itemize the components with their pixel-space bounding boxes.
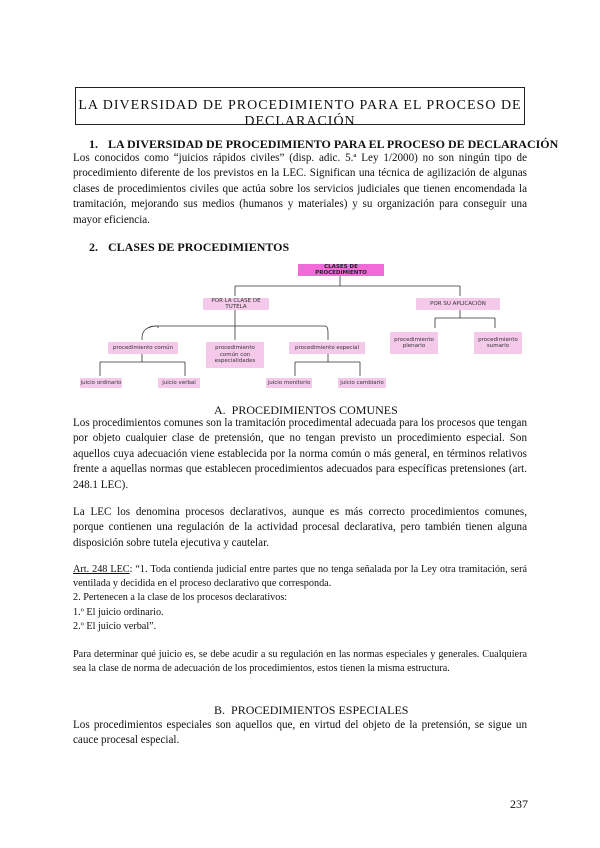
diagram-comun-especialidades: procedimiento común con especialidades xyxy=(206,342,264,368)
section-a-letter: A. xyxy=(214,403,226,417)
section-b-para-1: Los procedimientos especiales son aquellos que, en virtud del objeto de la pretensión, se sigue un cauce procesal especial. xyxy=(73,719,527,747)
diagram-especial: procedimiento especial xyxy=(289,342,365,354)
section-b-letter: B. xyxy=(214,703,226,717)
connector-clase-left xyxy=(150,326,235,328)
diagram-sumario: procedimiento sumario xyxy=(474,332,522,354)
diagram-por-clase: POR LA CLASE DE TUTELA xyxy=(203,298,269,310)
diagram-verbal: juicio verbal xyxy=(158,378,200,388)
page-title: LA DIVERSIDAD DE PROCEDIMIENTO PARA EL PROCESO DE DECLARACIÓN xyxy=(78,98,522,129)
diagram-connectors xyxy=(70,258,530,398)
section-a-para-3: Para determinar qué juicio es, se debe acudir a su regulación en las normas especiales y generales. Cualquiera sea la clase de norma de adecuación de los procedimientos, estos tienen la misma estructura. xyxy=(73,649,527,675)
section-2-title: CLASES DE PROCEDIMIENTOS xyxy=(108,240,290,254)
section-1-number: 1. xyxy=(89,137,98,151)
diagram-por-aplicacion: POR SU APLICACIÓN xyxy=(416,298,500,310)
section-1-body: Los conocidos como “juicios rápidos civiles” (disp. adic. 5.ª Ley 1/2000) no son ningún tipo de procedimiento diferente de los previstos en la LEC. Significan una técnica de agilización de algunas clases de procedimientos civiles que actúa sobre los servicios judiciales que tienen encomendada la tramitación, mejorando sus medios (humanos y materiales) y su organización para conseguir una mayor eficiencia. xyxy=(73,152,527,226)
diagram-cambiario: juicio cambiario xyxy=(338,378,386,388)
section-a-para-1: Los procedimientos comunes son la tramitación procedimental adecuada para los procesos que tengan por objeto cualquier clase de pretensión, que no tengan previsto un procedimiento especial. Son aquellos cuya adecuación viene establecida por la norma común o más general, en términos relativos frente a aquellas normas que establecen procedimientos adecuados para específicas pretensiones (art. 248.1 LEC). xyxy=(73,417,527,491)
article-248-quote xyxy=(73,563,527,634)
diagram-ordinario: juicio ordinario xyxy=(80,378,122,388)
diagram-monitorio: juicio monitorio xyxy=(266,378,312,388)
section-2-number: 2. xyxy=(89,240,98,254)
section-2-heading xyxy=(89,240,289,255)
connector-especial xyxy=(295,354,360,376)
section-a-title: PROCEDIMIENTOS COMUNES xyxy=(231,403,398,417)
diagram-plenario: procedimiento plenario xyxy=(390,332,438,354)
procedures-diagram xyxy=(70,258,530,398)
section-1-title: LA DIVERSIDAD DE PROCEDIMIENTO PARA EL PROCESO DE DECLARACIÓN xyxy=(108,137,559,151)
connector-comun xyxy=(100,354,185,376)
section-b-heading xyxy=(214,703,408,718)
section-b-title: PROCEDIMIENTOS ESPECIALES xyxy=(231,703,409,717)
connector-clase-right xyxy=(235,326,328,340)
section-a-para-2: La LEC los denomina procesos declarativos, aunque es más correcto procedimientos comunes, porque contienen una regulación de la actividad procesal declarativa, pero también tienen alguna disposición sobre tutela ejecutiva y cautelar. xyxy=(73,506,527,549)
section-1-heading xyxy=(89,137,558,152)
article-248-line-3: 1.º El juicio ordinario. xyxy=(73,606,164,618)
connector-left-curve xyxy=(142,326,158,340)
article-248-line-4: 2.º El juicio verbal”. xyxy=(73,620,157,632)
article-248-ref: Art. 248 LEC xyxy=(73,564,130,575)
diagram-root: CLASES DE PROCEDIMIENTO xyxy=(298,264,384,276)
page-title-box xyxy=(75,87,525,129)
article-248-line-2: 2. Pertenecen a la clase de los procesos declarativos: xyxy=(73,592,288,604)
connector-aplicacion xyxy=(435,310,495,328)
diagram-comun: procedimiento común xyxy=(108,342,178,354)
connector-root xyxy=(235,276,460,296)
page-number: 237 xyxy=(510,797,528,811)
article-248-line-1: : “1. Toda contienda judicial entre partes que no tenga señalada por la Ley otra tramitación, será ventilada y decidida en el proceso declarativo que corresponda. xyxy=(73,564,527,590)
